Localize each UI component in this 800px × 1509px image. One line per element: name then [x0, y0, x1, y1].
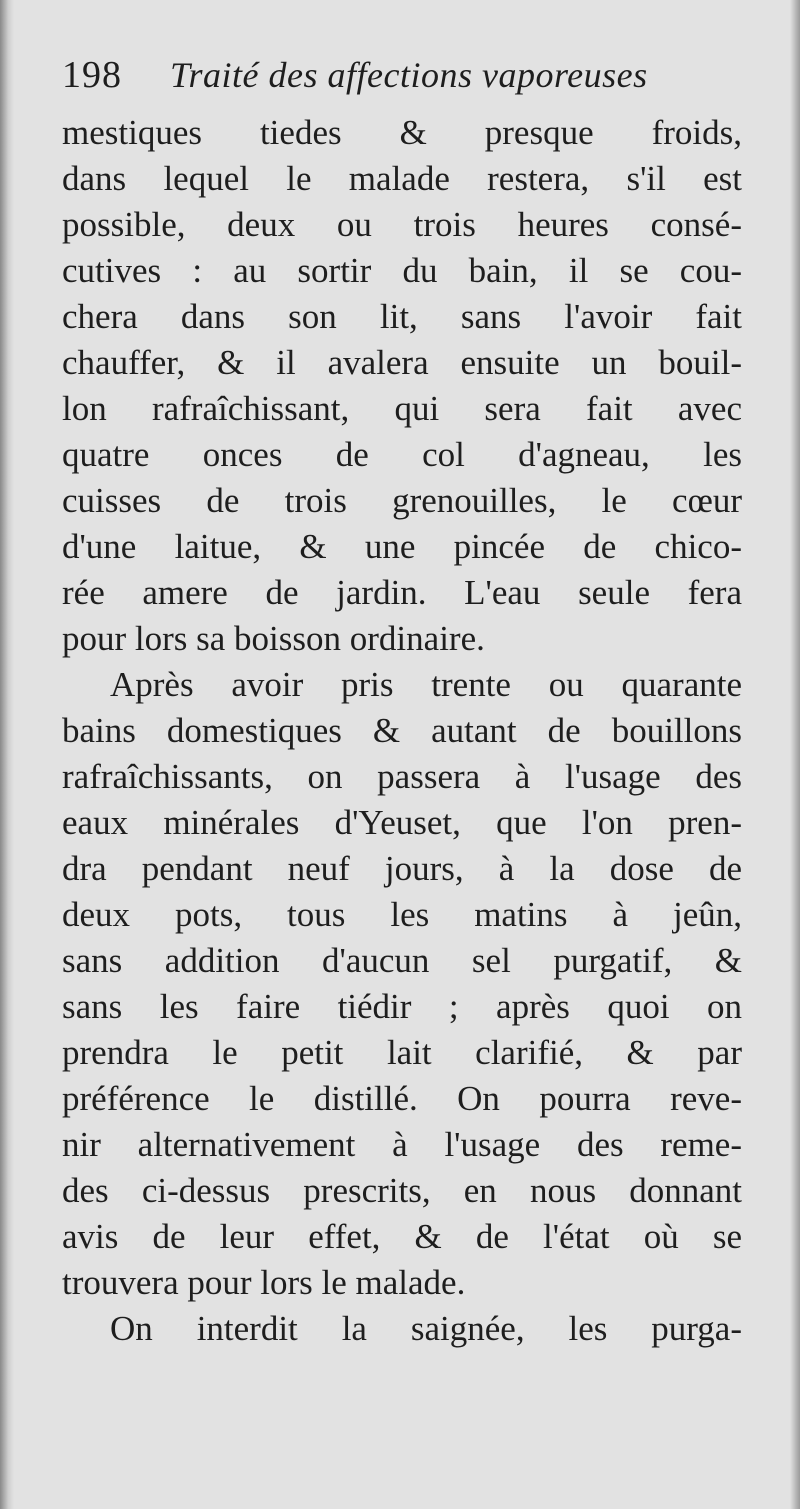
text-line: nir alternativement à l'usage des reme-	[62, 1125, 742, 1164]
paragraph-last-line: trouvera pour lors le malade.	[62, 1263, 466, 1302]
body-text	[62, 110, 742, 1352]
text-line: eaux minérales d'Yeuset, que l'on pren-	[62, 803, 742, 842]
text-line: chauffer, & il avalera ensuite un bouil-	[62, 343, 742, 382]
text-line: dans lequel le malade restera, s'il est	[62, 159, 742, 198]
text-line: sans addition d'aucun sel purgatif, &	[62, 941, 742, 980]
text-line: d'une laitue, & une pincée de chico-	[62, 527, 742, 566]
text-line: rafraîchissants, on passera à l'usage des	[62, 757, 742, 796]
text-line: prendra le petit lait clarifié, & par	[62, 1033, 742, 1072]
text-line: dra pendant neuf jours, à la dose de	[62, 849, 742, 888]
text-line: avis de leur effet, & de l'état où se	[62, 1217, 742, 1256]
text-line: préférence le distillé. On pourra reve-	[62, 1079, 742, 1118]
text-line: rée amere de jardin. L'eau seule fera	[62, 573, 742, 612]
running-title: Traité des affections vaporeuses	[170, 55, 648, 95]
paragraph-first-line: Après avoir pris trente ou quarante	[110, 665, 742, 704]
paragraph-first-line: On interdit la saignée, les purga-	[110, 1309, 742, 1348]
text-line: chera dans son lit, sans l'avoir fait	[62, 297, 742, 336]
text-line: des ci-dessus prescrits, en nous donnant	[62, 1171, 742, 1210]
text-line: sans les faire tiédir ; après quoi on	[62, 987, 742, 1026]
text-line: possible, deux ou trois heures consé-	[62, 205, 742, 244]
page-number: 198	[62, 54, 122, 96]
text-line: bains domestiques & autant de bouillons	[62, 711, 742, 750]
text-line: lon rafraîchissant, qui sera fait avec	[62, 389, 742, 428]
page-header	[62, 50, 752, 100]
text-line: cuisses de trois grenouilles, le cœur	[62, 481, 742, 520]
text-line: quatre onces de col d'agneau, les	[62, 435, 742, 474]
text-line: mestiques tiedes & presque froids,	[62, 113, 742, 152]
paragraph-last-line: pour lors sa boisson ordinaire.	[62, 619, 485, 658]
text-line: deux pots, tous les matins à jeûn,	[62, 895, 742, 934]
text-line: cutives : au sortir du bain, il se cou-	[62, 251, 742, 290]
